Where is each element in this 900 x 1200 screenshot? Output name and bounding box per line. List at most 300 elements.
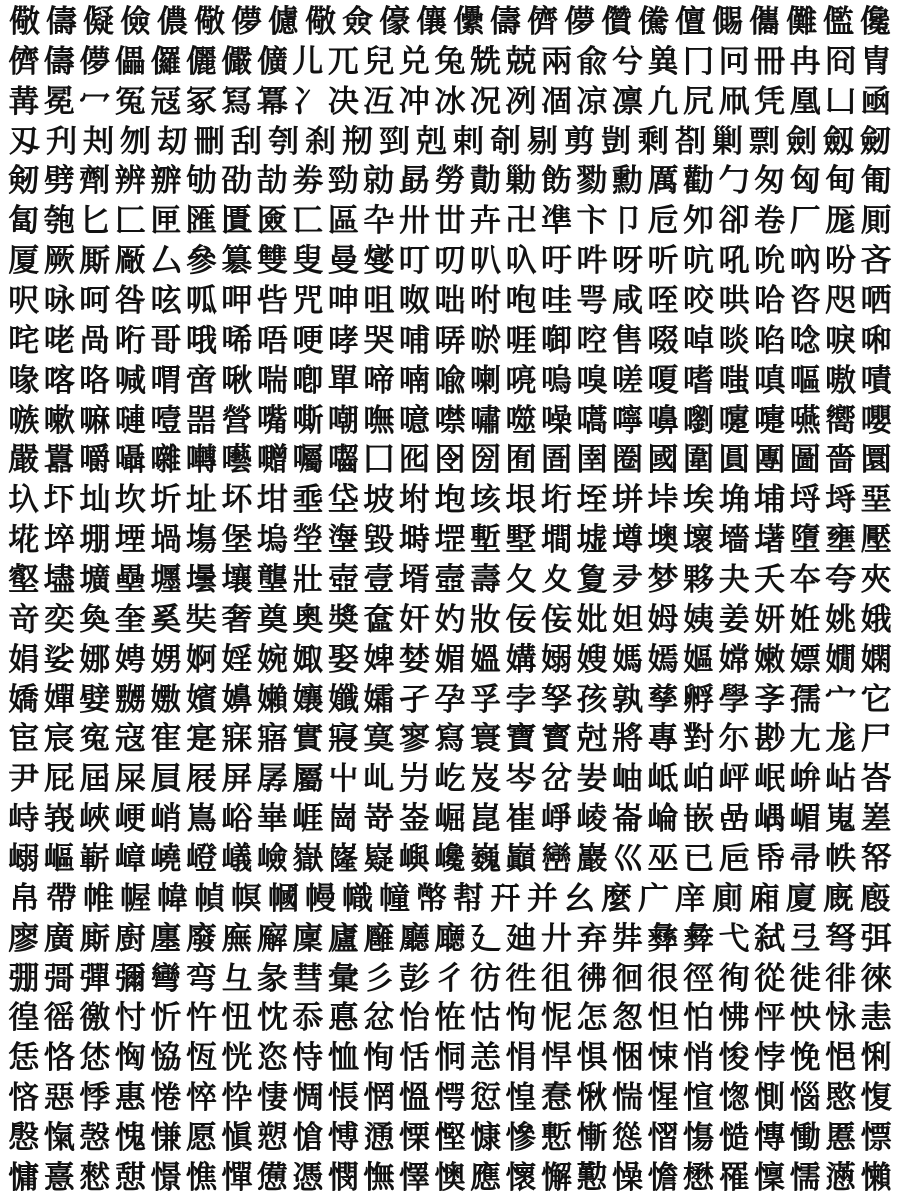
glyph-cell: 懍 — [754, 1159, 786, 1196]
glyph-cell: 圖 — [789, 442, 821, 479]
glyph-cell: 弑 — [754, 920, 786, 957]
glyph-cell: 悛 — [718, 1040, 750, 1077]
glyph-cell: 岶 — [683, 761, 715, 798]
glyph-cell: 娵 — [292, 641, 324, 678]
glyph-cell: 劑 — [79, 163, 111, 200]
glyph-cell: 帛 — [9, 880, 40, 917]
glyph-cell: 佞 — [505, 601, 537, 638]
glyph-cell: 廬 — [327, 920, 359, 957]
glyph-cell: 坿 — [398, 482, 430, 519]
glyph-cell: 國 — [647, 442, 679, 479]
glyph-cell: 惠 — [114, 1080, 146, 1117]
glyph-cell: 喀 — [43, 362, 75, 399]
glyph-cell: 彳 — [434, 960, 466, 997]
glyph-cell: 憚 — [221, 1159, 253, 1196]
glyph-cell: 慥 — [718, 1120, 750, 1157]
glyph-cell: 囹 — [434, 442, 466, 479]
glyph-cell: 嫩 — [754, 641, 786, 678]
glyph-cell: 剿 — [712, 123, 743, 160]
glyph-cell: 營 — [221, 402, 253, 439]
glyph-cell: 慊 — [150, 1120, 182, 1157]
glyph-cell: 雙 — [256, 243, 288, 280]
glyph-cell: 巍 — [469, 841, 501, 878]
glyph-cell: 囂 — [43, 442, 75, 479]
glyph-cell: 毀 — [363, 522, 395, 559]
glyph-cell: 孅 — [327, 681, 359, 718]
glyph-cell: 劬 — [185, 163, 217, 200]
glyph-cell: 垪 — [612, 482, 644, 519]
glyph-cell: 厦 — [8, 243, 40, 280]
glyph-cell: 嶬 — [221, 841, 253, 878]
glyph-cell: 听 — [647, 243, 679, 280]
glyph-cell: 奬 — [327, 601, 359, 638]
glyph-cell: 幃 — [157, 880, 188, 917]
glyph-cell: 墹 — [540, 522, 572, 559]
glyph-cell: 叨 — [434, 243, 466, 280]
glyph-cell: 嗽 — [43, 402, 75, 439]
glyph-cell: 哄 — [718, 283, 750, 320]
glyph-cell: 堋 — [79, 522, 111, 559]
glyph-cell: 廈 — [786, 880, 817, 917]
glyph-cell: 孛 — [505, 681, 537, 718]
glyph-cell: 寉 — [150, 721, 182, 758]
glyph-cell: 冓 — [8, 83, 40, 120]
glyph-cell: 儔 — [43, 43, 75, 80]
glyph-cell: 巒 — [540, 841, 572, 878]
glyph-cell: 娶 — [327, 641, 359, 678]
glyph-cell: 弃 — [576, 920, 608, 957]
glyph-cell: 囁 — [114, 442, 146, 479]
glyph-cell: 圄 — [540, 442, 572, 479]
glyph-cell: 崔 — [505, 801, 537, 838]
glyph-cell: 尸 — [860, 721, 892, 758]
glyph-cell: 冫 — [292, 83, 324, 120]
glyph-cell: 麼 — [601, 880, 632, 917]
glyph-cell: 圦 — [8, 482, 40, 519]
glyph-cell: 巫 — [647, 841, 679, 878]
glyph-cell: 塢 — [256, 522, 288, 559]
glyph-cell: 怱 — [612, 1000, 644, 1037]
glyph-cell: 埓 — [825, 482, 857, 519]
glyph-cell: 凅 — [540, 83, 572, 120]
glyph-cell: 屮 — [327, 761, 359, 798]
glyph-cell: 噐 — [185, 402, 217, 439]
glyph-cell: 儼 — [221, 43, 253, 80]
glyph-cell: 姨 — [683, 601, 715, 638]
glyph-cell: 尅 — [576, 721, 608, 758]
glyph-cell: 嗅 — [576, 362, 608, 399]
glyph-cell: 孺 — [789, 681, 821, 718]
glyph-cell: 惧 — [576, 1040, 608, 1077]
glyph-cell: 悚 — [647, 1040, 679, 1077]
glyph-cell: 慙 — [540, 1120, 572, 1157]
glyph-cell: 幀 — [194, 880, 225, 917]
glyph-cell: 儗 — [83, 4, 114, 40]
glyph-cell: 廱 — [363, 920, 395, 957]
glyph-cell: 慚 — [576, 1120, 608, 1157]
glyph-cell: 愆 — [469, 1080, 501, 1117]
glyph-row — [6, 442, 894, 478]
glyph-cell: 崙 — [612, 801, 644, 838]
glyph-cell: 彜 — [683, 920, 715, 957]
glyph-cell: 幤 — [416, 880, 447, 917]
glyph-cell: 勍 — [363, 163, 395, 200]
glyph-cell: 寰 — [469, 721, 501, 758]
glyph-cell: 堽 — [434, 522, 466, 559]
glyph-cell: 媽 — [612, 641, 644, 678]
glyph-cell: 凰 — [789, 83, 821, 120]
glyph-cell: 妣 — [576, 601, 608, 638]
glyph-cell: 怐 — [505, 1000, 537, 1037]
glyph-cell: 囗 — [363, 442, 395, 479]
glyph-cell: 憬 — [150, 1159, 182, 1196]
glyph-cell: 悗 — [789, 1040, 821, 1077]
glyph-cell: 哽 — [292, 322, 324, 359]
glyph-cell: 勣 — [469, 163, 501, 200]
glyph-cell: 啼 — [363, 362, 395, 399]
glyph-row — [6, 562, 894, 598]
glyph-cell: 孀 — [363, 681, 395, 718]
glyph-cell: 怦 — [754, 1000, 786, 1037]
glyph-cell: 卆 — [363, 203, 395, 240]
glyph-cell: 儡 — [114, 43, 146, 80]
glyph-cell: 吼 — [718, 243, 750, 280]
glyph-cell: 剱 — [8, 163, 40, 200]
glyph-cell: 廛 — [150, 920, 182, 957]
glyph-cell: 咐 — [469, 283, 501, 320]
glyph-cell: 刹 — [305, 123, 336, 160]
glyph-cell: 刄 — [9, 123, 40, 160]
glyph-cell: 圓 — [718, 442, 750, 479]
glyph-cell: 喟 — [150, 362, 182, 399]
glyph-cell: 儿 — [292, 43, 324, 80]
glyph-cell: 卅 — [398, 203, 430, 240]
glyph-cell: 墸 — [754, 522, 786, 559]
glyph-cell: 嗔 — [754, 362, 786, 399]
glyph-cell: 崋 — [256, 801, 288, 838]
glyph-cell: 單 — [327, 362, 359, 399]
glyph-cell: 囎 — [256, 442, 288, 479]
glyph-cell: 嵒 — [718, 801, 750, 838]
glyph-cell: 噤 — [434, 402, 466, 439]
glyph-cell: 唏 — [221, 322, 253, 359]
glyph-cell: 慳 — [434, 1120, 466, 1157]
glyph-cell: 嶽 — [292, 841, 324, 878]
glyph-cell: 嶇 — [43, 841, 75, 878]
glyph-cell: 尠 — [754, 721, 786, 758]
glyph-cell: 忸 — [221, 1000, 253, 1037]
glyph-cell: 嘖 — [860, 362, 892, 399]
glyph-cell: 徨 — [8, 1000, 40, 1037]
glyph-cell: 彭 — [398, 960, 430, 997]
glyph-cell: 嫣 — [647, 641, 679, 678]
glyph-cell: 刔 — [83, 123, 114, 160]
glyph-cell: 叭 — [469, 243, 501, 280]
glyph-cell: 婪 — [398, 641, 430, 678]
glyph-cell: 凵 — [825, 83, 857, 120]
glyph-cell: 啅 — [683, 322, 715, 359]
glyph-cell: 廾 — [540, 920, 572, 957]
glyph-cell: 儂 — [157, 4, 188, 40]
glyph-cell: 劵 — [292, 163, 324, 200]
glyph-cell: 忰 — [221, 1080, 253, 1117]
glyph-cell: 慷 — [469, 1120, 501, 1157]
glyph-cell: 喙 — [8, 362, 40, 399]
glyph-cell: 咼 — [79, 322, 111, 359]
glyph-cell: 垳 — [540, 482, 572, 519]
glyph-cell: 慴 — [647, 1120, 679, 1157]
glyph-cell: 廩 — [292, 920, 324, 957]
glyph-cell: 儖 — [823, 4, 854, 40]
glyph-cell: 彈 — [79, 960, 111, 997]
glyph-cell: 墺 — [647, 522, 679, 559]
glyph-cell: 屏 — [221, 761, 253, 798]
glyph-cell: 憔 — [185, 1159, 217, 1196]
glyph-row — [6, 682, 894, 718]
glyph-cell: 勹 — [718, 163, 750, 200]
glyph-cell: 嚮 — [825, 402, 857, 439]
glyph-cell: 兔 — [434, 43, 466, 80]
glyph-cell: 忿 — [363, 1000, 395, 1037]
glyph-cell: 嬶 — [221, 681, 253, 718]
glyph-cell: 恤 — [327, 1040, 359, 1077]
glyph-cell: 儚 — [564, 4, 595, 40]
glyph-cell: 剌 — [453, 123, 484, 160]
glyph-cell: 岫 — [612, 761, 644, 798]
glyph-cell: 墻 — [718, 522, 750, 559]
glyph-cell: 庠 — [675, 880, 706, 917]
glyph-cell: 剳 — [675, 123, 706, 160]
glyph-cell: 嗹 — [114, 402, 146, 439]
glyph-cell: 恫 — [434, 1040, 466, 1077]
glyph-cell: 悴 — [185, 1080, 217, 1117]
glyph-cell: 嫂 — [576, 641, 608, 678]
glyph-cell: 呵 — [79, 283, 111, 320]
glyph-cell: 埀 — [292, 482, 324, 519]
glyph-cell: 辨 — [114, 163, 146, 200]
glyph-cell: 唳 — [825, 322, 857, 359]
glyph-cell: 售 — [612, 322, 644, 359]
glyph-cell: 憫 — [327, 1159, 359, 1196]
glyph-cell: 懶 — [860, 1159, 892, 1196]
glyph-cell: 徃 — [505, 960, 537, 997]
glyph-cell: 廣 — [43, 920, 75, 957]
glyph-cell: 孃 — [292, 681, 324, 718]
glyph-cell: 峭 — [150, 801, 182, 838]
glyph-cell: 寫 — [434, 721, 466, 758]
glyph-cell: 唸 — [789, 322, 821, 359]
glyph-cell: 恁 — [8, 1040, 40, 1077]
glyph-cell: 弯 — [185, 960, 217, 997]
glyph-cell: 宸 — [43, 721, 75, 758]
glyph-cell: 哢 — [434, 322, 466, 359]
glyph-cell: 弉 — [612, 920, 644, 957]
glyph-cell: 彗 — [292, 960, 324, 997]
glyph-cell: 厠 — [860, 203, 892, 240]
glyph-cell: 儆 — [194, 4, 225, 40]
glyph-cell: 嶮 — [256, 841, 288, 878]
glyph-row — [6, 602, 894, 638]
glyph-cell: 嫗 — [683, 641, 715, 678]
glyph-cell: 坩 — [256, 482, 288, 519]
glyph-cell: 廁 — [712, 880, 743, 917]
glyph-cell: 嶄 — [79, 841, 111, 878]
glyph-row — [6, 1080, 894, 1116]
glyph-cell: 圉 — [576, 442, 608, 479]
glyph-cell: 忱 — [256, 1000, 288, 1037]
glyph-cell: 劒 — [860, 123, 891, 160]
glyph-cell: 剏 — [342, 123, 373, 160]
glyph-cell: 兑 — [398, 43, 430, 80]
glyph-cell: 憊 — [256, 1159, 288, 1196]
glyph-cell: 忝 — [292, 1000, 324, 1037]
glyph-cell: 恃 — [292, 1040, 324, 1077]
glyph-cell: 嚴 — [8, 442, 40, 479]
glyph-cell: 丗 — [434, 203, 466, 240]
glyph-cell: 堙 — [114, 522, 146, 559]
glyph-cell: 帷 — [83, 880, 114, 917]
glyph-cell: 幔 — [305, 880, 336, 917]
glyph-cell: 喊 — [114, 362, 146, 399]
glyph-cell: 勗 — [398, 163, 430, 200]
glyph-cell: 壙 — [79, 562, 111, 599]
glyph-cell: 妁 — [434, 601, 466, 638]
glyph-cell: 孕 — [434, 681, 466, 718]
glyph-cell: 墫 — [612, 522, 644, 559]
glyph-cell: 婀 — [185, 641, 217, 678]
glyph-cell: 儔 — [46, 4, 77, 40]
glyph-cell: 屓 — [150, 761, 182, 798]
glyph-cell: 怫 — [718, 1000, 750, 1037]
glyph-cell: 兟 — [469, 43, 501, 80]
glyph-cell: 嵳 — [860, 801, 892, 838]
glyph-cell: 奧 — [292, 601, 324, 638]
glyph-cell: 冱 — [363, 83, 395, 120]
glyph-cell: 咨 — [789, 283, 821, 320]
glyph-cell: 囈 — [221, 442, 253, 479]
glyph-cell: 吩 — [825, 243, 857, 280]
glyph-row — [6, 642, 894, 678]
glyph-cell: 勞 — [434, 163, 466, 200]
glyph-cell: 况 — [469, 83, 501, 120]
glyph-cell: 匯 — [185, 203, 217, 240]
glyph-cell: 嵜 — [363, 801, 395, 838]
glyph-cell: 壻 — [398, 562, 430, 599]
glyph-cell: 崛 — [434, 801, 466, 838]
glyph-cell: 辧 — [150, 163, 182, 200]
glyph-cell: 彷 — [469, 960, 501, 997]
glyph-cell: 乢 — [363, 761, 395, 798]
glyph-cell: 夬 — [718, 562, 750, 599]
glyph-cell: 剩 — [638, 123, 669, 160]
glyph-cell: 圷 — [43, 482, 75, 519]
glyph-cell: 彎 — [150, 960, 182, 997]
glyph-cell: 悒 — [825, 1040, 857, 1077]
glyph-cell: 帋 — [754, 841, 786, 878]
glyph-cell: 冂 — [683, 43, 715, 80]
glyph-cell: 塲 — [185, 522, 217, 559]
glyph-cell: 怡 — [398, 1000, 430, 1037]
glyph-cell: 寐 — [221, 721, 253, 758]
glyph-cell: 娉 — [114, 641, 146, 678]
glyph-cell: 峩 — [43, 801, 75, 838]
glyph-cell: 媚 — [434, 641, 466, 678]
glyph-cell: 慘 — [505, 1120, 537, 1157]
glyph-cell: 恠 — [434, 1000, 466, 1037]
glyph-cell: 嶢 — [150, 841, 182, 878]
glyph-cell: 憑 — [292, 1159, 324, 1196]
glyph-cell: 堊 — [860, 482, 892, 519]
glyph-cell: 匱 — [221, 203, 253, 240]
glyph-cell: 冏 — [825, 43, 857, 80]
glyph-cell: 啖 — [718, 322, 750, 359]
glyph-cell: 冖 — [79, 83, 111, 120]
glyph-cell: 喨 — [505, 362, 537, 399]
glyph-cell: 屶 — [398, 761, 430, 798]
glyph-cell: 坎 — [114, 482, 146, 519]
glyph-cell: 冉 — [789, 43, 821, 80]
glyph-cell: 啣 — [540, 322, 572, 359]
glyph-cell: 彑 — [221, 960, 253, 997]
glyph-cell: 卞 — [576, 203, 608, 240]
glyph-row — [6, 4, 894, 40]
glyph-cell: 吝 — [860, 243, 892, 280]
glyph-cell: 夭 — [754, 562, 786, 599]
glyph-cell: 廡 — [221, 920, 253, 957]
glyph-cell: 呶 — [398, 283, 430, 320]
glyph-cell: 恆 — [185, 1040, 217, 1077]
glyph-cell: 廴 — [469, 920, 501, 957]
glyph-cell: 噫 — [398, 402, 430, 439]
glyph-cell: 冩 — [221, 83, 253, 120]
glyph-cell: 坏 — [221, 482, 253, 519]
glyph-cell: 惴 — [612, 1080, 644, 1117]
glyph-cell: 惺 — [647, 1080, 679, 1117]
glyph-cell: 墮 — [789, 522, 821, 559]
glyph-cell: 孑 — [398, 681, 430, 718]
glyph-cell: 已 — [683, 841, 715, 878]
glyph-cell: 儕 — [8, 43, 40, 80]
glyph-cell: 壑 — [8, 562, 40, 599]
glyph-cell: 怙 — [469, 1000, 501, 1037]
glyph-cell: 嚊 — [647, 402, 679, 439]
glyph-cell: 哮 — [327, 322, 359, 359]
glyph-cell: 嶷 — [363, 841, 395, 878]
glyph-cell: 忤 — [185, 1000, 217, 1037]
glyph-cell: 喇 — [469, 362, 501, 399]
glyph-cell: 噬 — [505, 402, 537, 439]
glyph-cell: 孰 — [612, 681, 644, 718]
glyph-cell: 徼 — [79, 1000, 111, 1037]
glyph-cell: 幎 — [231, 880, 262, 917]
glyph-cell: 刳 — [268, 123, 299, 160]
glyph-cell: 垓 — [469, 482, 501, 519]
glyph-cell: 孚 — [469, 681, 501, 718]
glyph-cell: 叮 — [398, 243, 430, 280]
glyph-cell: 冽 — [505, 83, 537, 120]
glyph-cell: 儢 — [268, 4, 299, 40]
glyph-cell: 懈 — [540, 1159, 572, 1196]
glyph-cell: 悁 — [505, 1040, 537, 1077]
glyph-cell: 恙 — [469, 1040, 501, 1077]
glyph-cell: 垰 — [647, 482, 679, 519]
glyph-cell: 廚 — [114, 920, 146, 957]
glyph-cell: 咎 — [114, 283, 146, 320]
glyph-cell: 姚 — [825, 601, 857, 638]
glyph-cell: 厖 — [825, 203, 857, 240]
glyph-cell: 彁 — [43, 960, 75, 997]
glyph-cell: 尢 — [789, 721, 821, 758]
